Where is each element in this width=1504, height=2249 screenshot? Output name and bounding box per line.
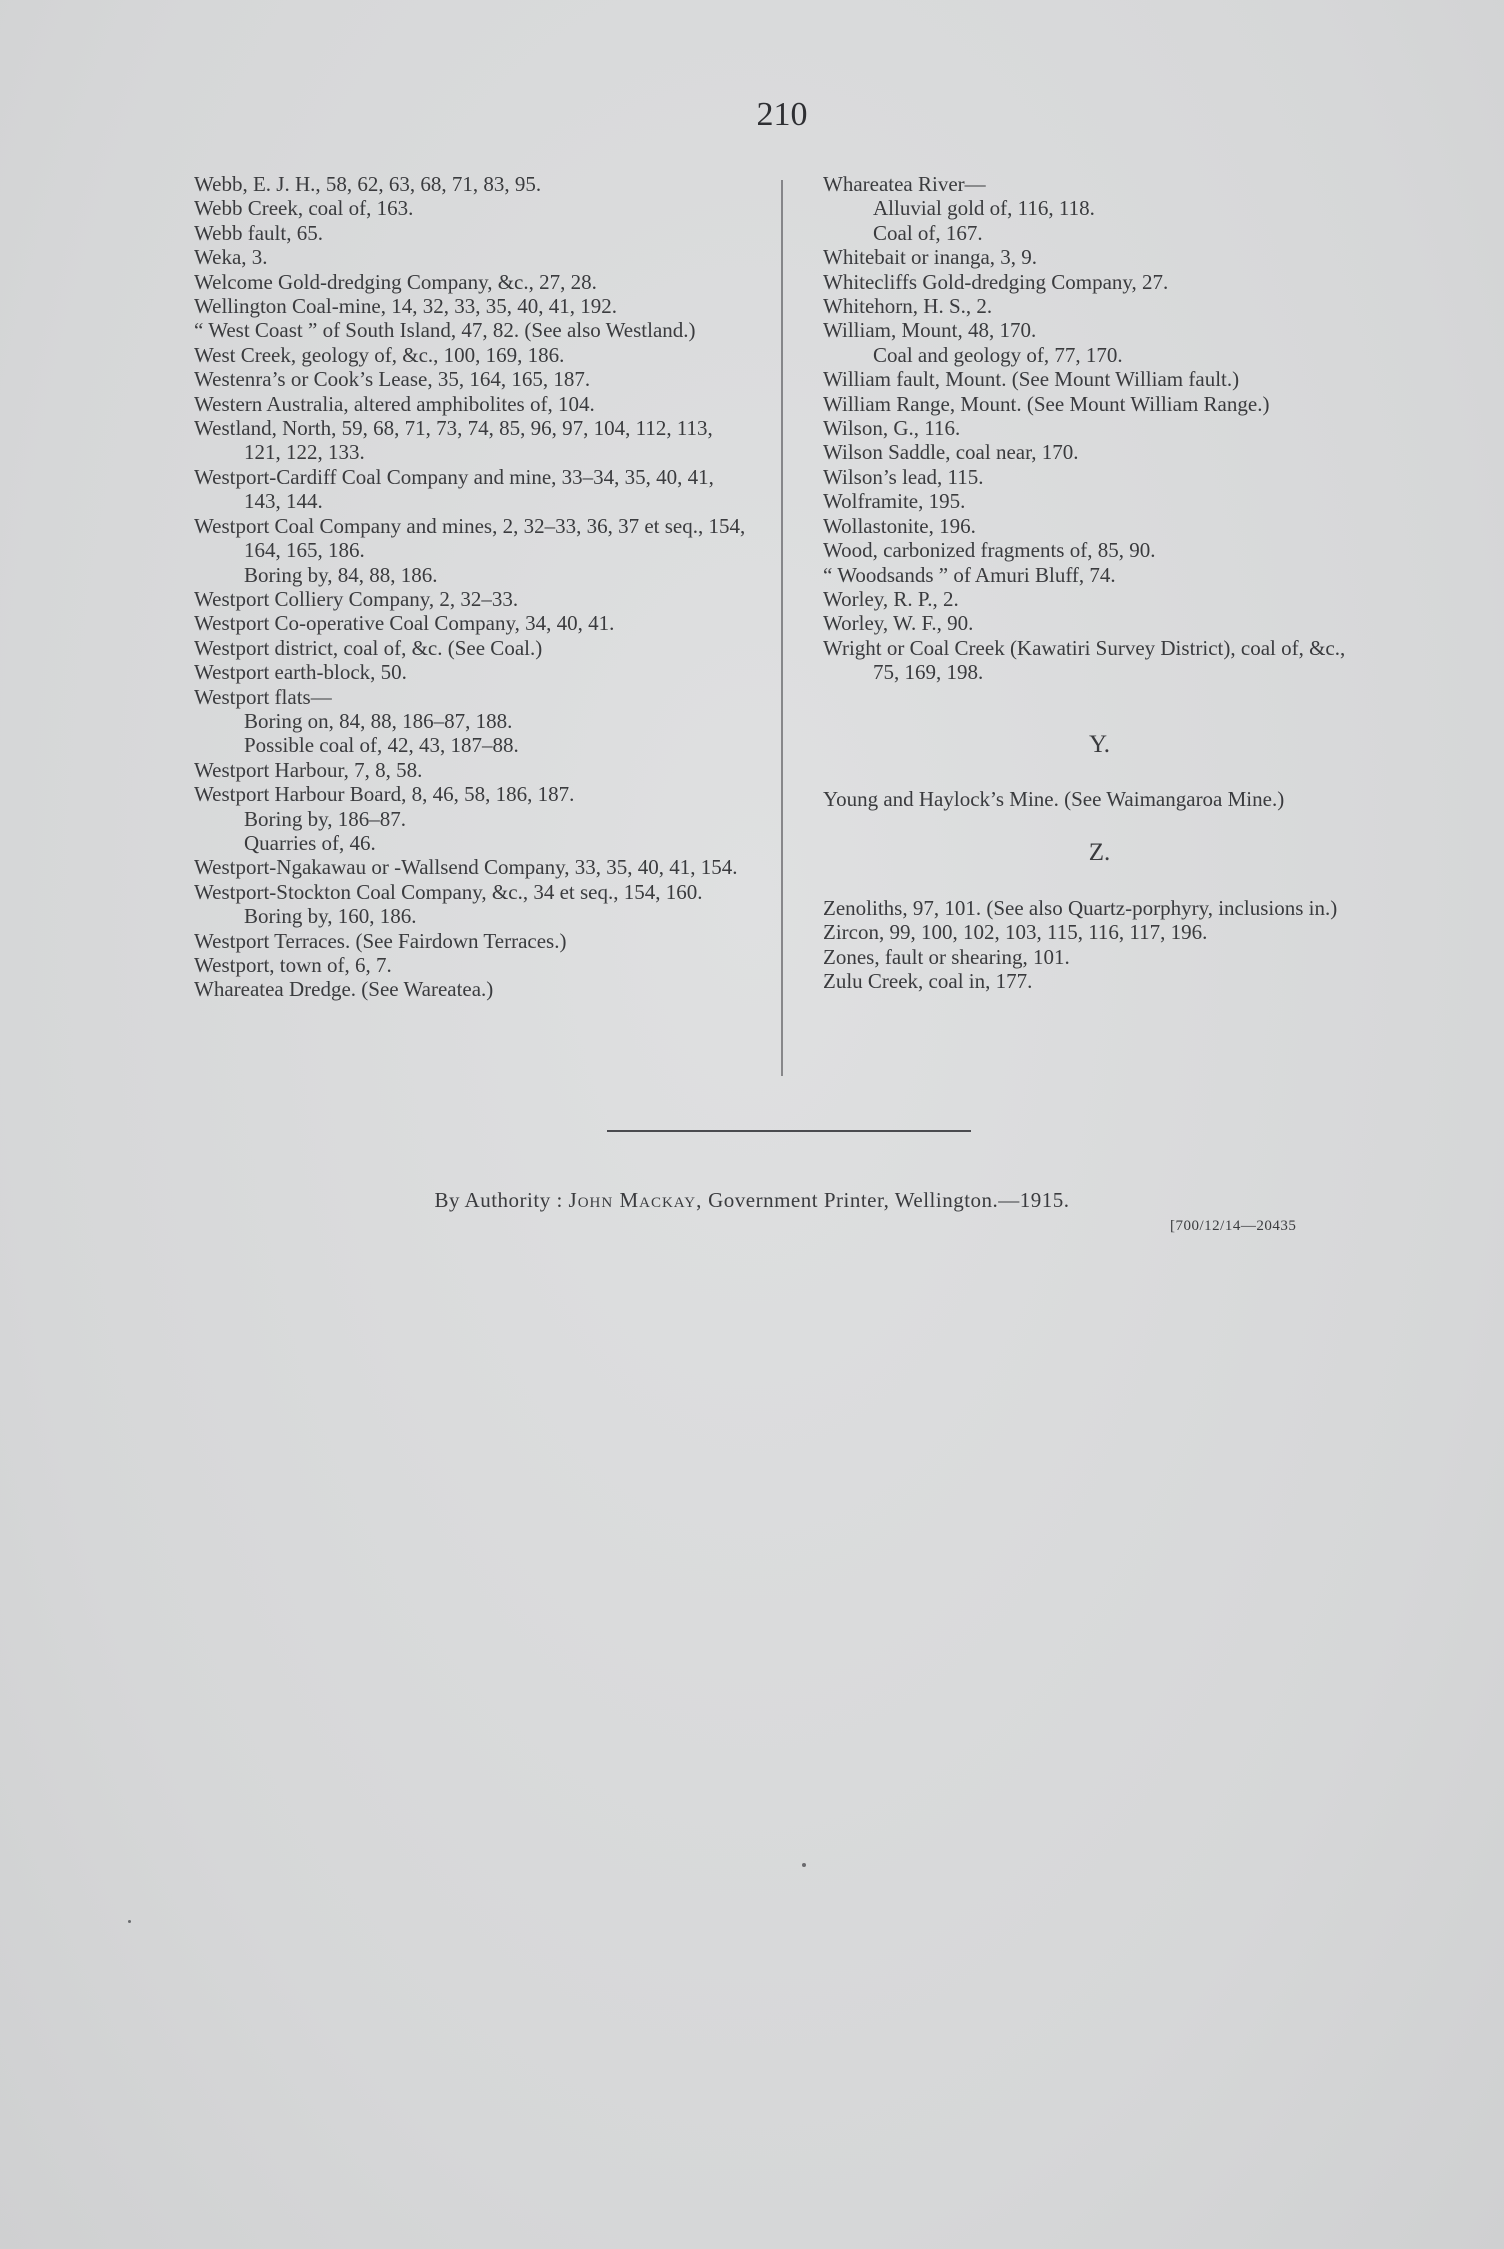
index-entry: Coal and geology of, 77, 170. bbox=[873, 342, 1123, 367]
index-entry: Westport district, coal of, &c. (See Coal.) bbox=[194, 635, 543, 660]
paper-speck bbox=[128, 1920, 131, 1923]
index-entry: Westport flats— bbox=[194, 684, 332, 709]
section-heading-z: Z. bbox=[1088, 839, 1111, 867]
index-entry: Western Australia, altered amphibolites of, 104. bbox=[194, 391, 595, 416]
index-entry: Zones, fault or shearing, 101. bbox=[823, 944, 1070, 969]
section-heading-y: Y. bbox=[1088, 730, 1111, 758]
imprint-prefix: By Authority : bbox=[434, 1188, 563, 1212]
index-entry: William Range, Mount. (See Mount William Range.) bbox=[823, 391, 1270, 416]
index-entry: Wilson Saddle, coal near, 170. bbox=[823, 440, 1079, 465]
index-entry: Westport Harbour Board, 8, 46, 58, 186, 187. bbox=[194, 782, 575, 807]
entries-z bbox=[823, 896, 1376, 994]
index-entry: Westport Colliery Company, 2, 32–33. bbox=[194, 586, 519, 611]
spacer bbox=[823, 757, 1376, 787]
index-entry: Westport-Stockton Coal Company, &c., 34 et seq., 154, 160. bbox=[194, 879, 703, 904]
index-entry: Worley, W. F., 90. bbox=[823, 611, 974, 636]
index-entry: Wellington Coal-mine, 14, 32, 33, 35, 40, 41, 192. bbox=[194, 294, 617, 319]
imprint-line bbox=[0, 1188, 1504, 1213]
entries-y bbox=[823, 787, 1376, 811]
spacer bbox=[823, 811, 1376, 841]
index-entry: Boring on, 84, 88, 186–87, 188. bbox=[244, 708, 513, 733]
index-entry: Whitecliffs Gold-dredging Company, 27. bbox=[823, 269, 1169, 294]
index-entry: Worley, R. P., 2. bbox=[823, 586, 959, 611]
index-entry: Westport, town of, 6, 7. bbox=[194, 953, 392, 977]
index-entry: Westport Harbour, 7, 8, 58. bbox=[194, 757, 423, 782]
index-entry: Webb Creek, coal of, 163. bbox=[194, 196, 414, 221]
index-entry: William fault, Mount. (See Mount William fault.) bbox=[823, 367, 1240, 392]
index-entry: Whitebait or inanga, 3, 9. bbox=[823, 245, 1038, 270]
index-column-left bbox=[194, 172, 754, 1002]
index-entry: Whareatea Dredge. (See Wareatea.) bbox=[194, 977, 494, 1002]
spacer bbox=[823, 866, 1376, 896]
index-entry: Westport Coal Company and mines, 2, 32–33, 36, 37 et seq., 154, 164, 165, 186. bbox=[194, 513, 746, 563]
index-entry: Coal of, 167. bbox=[873, 220, 983, 245]
index-entry: Zenoliths, 97, 101. (See also Quartz-porphyry, inclusions in.) bbox=[823, 895, 1338, 920]
index-entry: Boring by, 186–87. bbox=[244, 806, 406, 831]
index-entry: Webb fault, 65. bbox=[194, 220, 323, 245]
index-entry: Boring by, 160, 186. bbox=[244, 904, 417, 929]
imprint-printer: John Mackay, bbox=[568, 1188, 703, 1212]
index-entry: “ West Coast ” of South Island, 47, 82. (See also Westland.) bbox=[194, 318, 696, 343]
index-entry: William, Mount, 48, 170. bbox=[823, 318, 1037, 343]
index-entry: Whitehorn, H. S., 2. bbox=[823, 294, 993, 319]
index-entry: Westport earth-block, 50. bbox=[194, 660, 407, 685]
index-entry: Westport Terraces. (See Fairdown Terraces.) bbox=[194, 928, 567, 953]
index-entry: Welcome Gold-dredging Company, &c., 27, 28. bbox=[194, 269, 597, 294]
index-entry: Webb, E. J. H., 58, 62, 63, 68, 71, 83, 95. bbox=[194, 172, 542, 196]
imprint-suffix: Government Printer, Wellington.—1915. bbox=[708, 1188, 1070, 1212]
index-entry: Zulu Creek, coal in, 177. bbox=[823, 968, 1033, 993]
index-entry: Wood, carbonized fragments of, 85, 90. bbox=[823, 538, 1156, 563]
column-divider bbox=[781, 180, 783, 1076]
index-column-right bbox=[823, 172, 1376, 993]
index-entry: Wilson, G., 116. bbox=[823, 416, 961, 441]
index-entry: “ Woodsands ” of Amuri Bluff, 74. bbox=[823, 562, 1116, 587]
index-entry: Whareatea River— bbox=[823, 172, 986, 196]
index-entry: Wilson’s lead, 115. bbox=[823, 464, 984, 489]
index-entry: West Creek, geology of, &c., 100, 169, 186. bbox=[194, 342, 565, 367]
page-number: 210 bbox=[756, 96, 808, 133]
index-entry: Alluvial gold of, 116, 118. bbox=[873, 196, 1095, 221]
index-entry: Wolframite, 195. bbox=[823, 489, 966, 514]
index-entry: Westport Co-operative Coal Company, 34, 40, 41. bbox=[194, 611, 615, 636]
print-code: [700/12/14—20435 bbox=[1170, 1218, 1297, 1234]
index-entry: Quarries of, 46. bbox=[244, 830, 376, 855]
index-entry: Wollastonite, 196. bbox=[823, 513, 976, 538]
index-entry: Westport-Ngakawau or -Wallsend Company, 33, 35, 40, 41, 154. bbox=[194, 855, 738, 880]
imprint-rule bbox=[607, 1130, 971, 1132]
entries-w-continued bbox=[823, 172, 1376, 685]
index-entry: Weka, 3. bbox=[194, 245, 268, 270]
paper-speck bbox=[802, 1863, 806, 1867]
spacer bbox=[823, 685, 1376, 733]
index-entry: Wright or Coal Creek (Kawatiri Survey District), coal of, &c., 75, 169, 198. bbox=[823, 635, 1346, 685]
index-entry: Westport-Cardiff Coal Company and mine, 33–34, 35, 40, 41, 143, 144. bbox=[194, 464, 714, 514]
index-entry: Possible coal of, 42, 43, 187–88. bbox=[244, 733, 519, 758]
index-entry: Zircon, 99, 100, 102, 103, 115, 116, 117, 196. bbox=[823, 920, 1208, 945]
index-entry: Young and Haylock’s Mine. (See Waimangaroa Mine.) bbox=[823, 786, 1285, 811]
index-entry: Westenra’s or Cook’s Lease, 35, 164, 165, 187. bbox=[194, 367, 591, 392]
index-entry: Westland, North, 59, 68, 71, 73, 74, 85, 96, 97, 104, 112, 113, 121, 122, 133. bbox=[194, 416, 713, 465]
index-entry: Boring by, 84, 88, 186. bbox=[244, 562, 438, 587]
